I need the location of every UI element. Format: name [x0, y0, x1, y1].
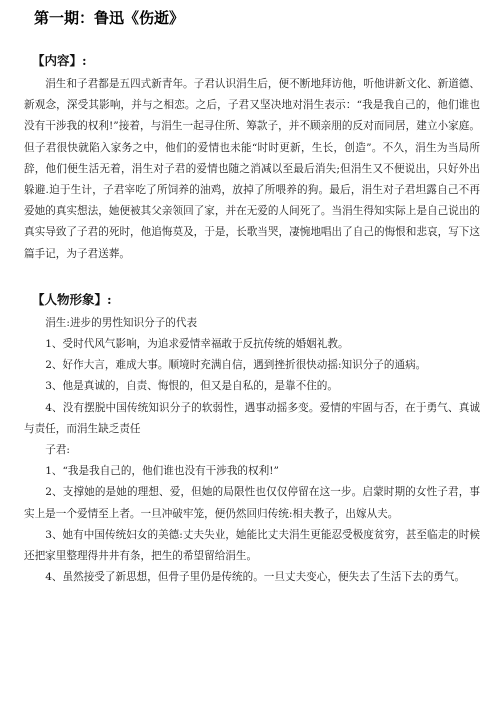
juansheng-point-1: 1、受时代风气影响，为追求爱情幸福敢于反抗传统的婚姻礼教。 — [45, 338, 349, 351]
zijun-intro: 子君: — [45, 444, 70, 457]
document-title: 第一期：鲁迅《伤逝》 — [34, 9, 185, 27]
juansheng-point-2: 2、好作大言，难成大事。顺境时充满自信，遇到挫折很快动摇:知识分子的通病。 — [45, 359, 427, 372]
juansheng-intro: 涓生:进步的男性知识分子的代表 — [45, 316, 198, 329]
zijun-point-2: 2、支撑她的是她的理想、爱，但她的局限性也仅仅停留在这一步。启蒙时期的女性子君，事实上是一个爱情至上者。一旦冲破牢笼，便仍然回归传统:相夫教子，出嫁从夫。 — [24, 486, 480, 520]
juansheng-point-4: 4、没有摆脱中国传统知识分子的软弱性，遇事动摇多变。爱情的牢固与否，在于勇气、真诚与责任，而涓生缺乏责任 — [24, 401, 480, 435]
zijun-point-1: 1、“我是我自己的，他们谁也没有干涉我的权利!” — [45, 465, 279, 478]
characters-heading: 【人物形象】: — [32, 291, 112, 307]
content-heading: 【内容】: — [32, 53, 87, 68]
zijun-point-3: 3、她有中国传统妇女的美德:丈夫失业，她能比丈夫涓生更能忍受极度贫穷，甚至临走的时候还把家里整理得井井有条，把生的希望留给涓生。 — [24, 528, 480, 563]
zijun-point-4: 4、虽然接受了新思想，但骨子里仍是传统的。一旦丈夫变心，便失去了生活下去的勇气。 — [45, 571, 466, 584]
content-paragraph: 涓生和子君都是五四式新青年。子君认识涓生后，便不断地拜访他，听他讲新文化、新道德、新观念，深受其影响，并与之相恋。之后，子君又坚决地对涓生表示：“我是我自己的，他们谁也没有干涉我的权利!”接着，与涓生一起寻住所、筹款子，并不顾亲朋的反对而同居，建立小家庭。但子君很快就陷入家务之中，他们的爱情也未能“时时更新，生长，创造”。不久，涓生为当局所辞，他们便生活无着，涓生对子君的爱情也随之消减以至最后消失;但涓生又不便说出，只好外出躲避.迫于生计，子君宰吃了所饲养的油鸡，放掉了所喂养的狗。最后，涓生对子君坦露自己不再爱她的真实想法，她便被其父亲领回了家，并在无爱的人间死了。当涓生得知实际上是自己说出的真实导致了子君的死时，他追悔莫及，于是，长歌当哭，凄惋地唱出了自己的悔恨和悲哀，写下这篇手记，为子君送葬。 — [24, 78, 480, 260]
juansheng-point-3: 3、他是真诚的，自责、悔恨的，但又是自私的，是靠不住的。 — [45, 380, 338, 393]
